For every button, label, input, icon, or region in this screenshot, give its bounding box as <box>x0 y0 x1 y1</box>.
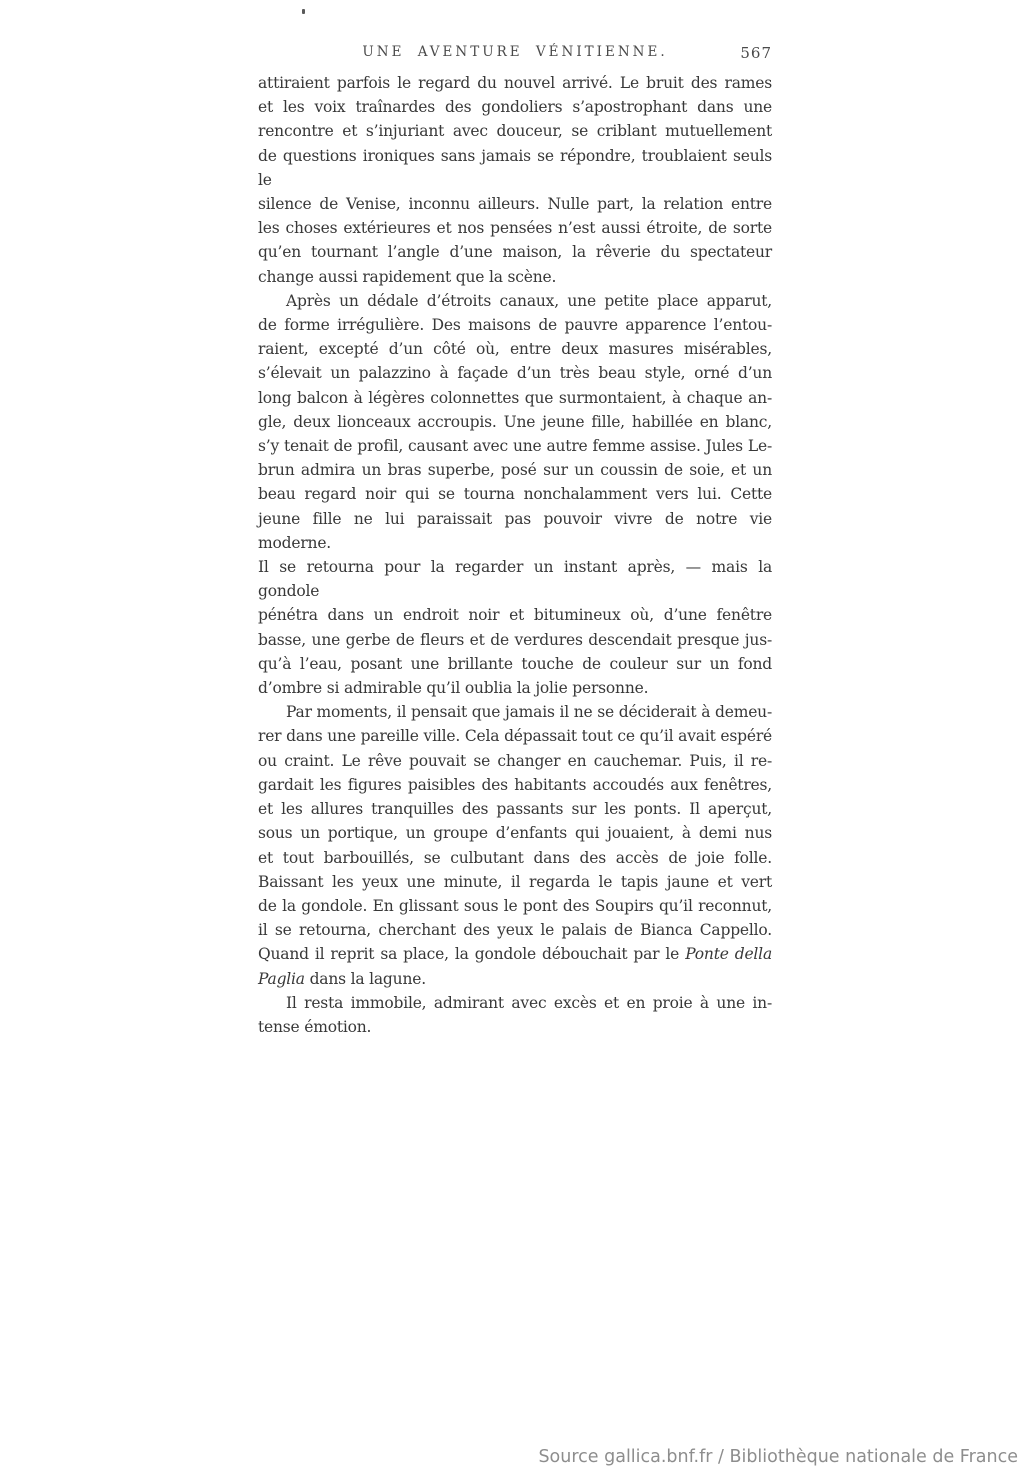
text-line: Par moments, il pensait que jamais il ne se déciderait à demeu- <box>286 703 772 722</box>
text-line: attiraient parfois le regard du nouvel arrivé. Le bruit des rames <box>258 74 772 92</box>
text-line: Baissant les yeux une minute, il regarda le tapis jaune et vert <box>258 872 772 891</box>
text-line: de forme irrégulière. Des maisons de pauvre apparence l’entou- <box>258 316 772 335</box>
text-line: qu’à l’eau, posant une brillante touche de couleur sur un fond <box>258 654 772 673</box>
text-line: sous un portique, un groupe d’enfants qui jouaient, à demi nus <box>258 824 772 843</box>
text-line: les choses extérieures et nos pensées n’est aussi étroite, de sorte <box>258 219 772 238</box>
scan-artifact-dot <box>302 9 305 14</box>
text-line: change aussi rapidement que la scène. <box>258 267 557 286</box>
text-line: long balcon à légères colonnettes que surmontaient, à chaque an- <box>258 388 772 407</box>
text-line: pénétra dans un endroit noir et bitumineux où, d’une fenêtre <box>258 606 772 625</box>
text-line: raient, excepté d’un côté où, entre deux masures misérables, <box>258 340 772 359</box>
text-line: d’ombre si admirable qu’il oublia la jolie personne. <box>258 679 649 698</box>
page-number: 567 <box>740 44 772 62</box>
text-line: gardait les figures paisibles des habitants accoudés aux fenêtres, <box>258 775 772 794</box>
text-line: rencontre et s’injuriant avec douceur, se criblant mutuellement <box>258 122 772 141</box>
page-header <box>258 44 772 64</box>
text-line: silence de Venise, inconnu ailleurs. Nulle part, la relation entre <box>258 195 772 214</box>
text-line: jeune fille ne lui paraissait pas pouvoir vivre de notre vie moderne. <box>258 509 772 552</box>
source-credit: Source gallica.bnf.fr / Bibliothèque nationale de France <box>538 1447 1018 1467</box>
text-line: qu’en tournant l’angle d’une maison, la rêverie du spectateur <box>258 243 772 262</box>
text-line: et les voix traînardes des gondoliers s’apostrophant dans une <box>258 98 772 117</box>
text-line: basse, une gerbe de fleurs et de verdures descendait presque jus- <box>258 630 772 649</box>
page-body <box>258 71 772 1039</box>
text-line: Paglia dans la lagune. <box>258 969 426 988</box>
text-line: beau regard noir qui se tourna nonchalamment vers lui. Cette <box>258 485 772 504</box>
text-line: il se retourna, cherchant des yeux le palais de Bianca Cappello. <box>258 921 772 940</box>
text-line: de la gondole. En glissant sous le pont des Soupirs qu’il reconnut, <box>258 896 772 915</box>
text-line: gle, deux lionceaux accroupis. Une jeune fille, habillée en blanc, <box>258 412 772 431</box>
text-line: tense émotion. <box>258 1017 372 1036</box>
text-line: Après un dédale d’étroits canaux, une petite place apparut, <box>286 291 772 310</box>
text-line: rer dans une pareille ville. Cela dépassait tout ce qu’il avait espéré <box>258 727 772 746</box>
text-line: s’y tenait de profil, causant avec une autre femme assise. Jules Le- <box>258 437 772 456</box>
running-title: UNE AVENTURE VÉNITIENNE. <box>362 44 668 60</box>
text-line: Quand il reprit sa place, la gondole débouchait par le Ponte della <box>258 945 772 964</box>
text-line: de questions ironiques sans jamais se répondre, troublaient seuls le <box>258 146 772 189</box>
text-line: s’élevait un palazzino à façade d’un très beau style, orné d’un <box>258 364 772 383</box>
text-line: et tout barbouillés, se culbutant dans des accès de joie folle. <box>258 848 772 867</box>
text-line: Il resta immobile, admirant avec excès et en proie à une in- <box>286 993 772 1012</box>
text-line: et les allures tranquilles des passants sur les ponts. Il aperçut, <box>258 800 772 819</box>
text-line: brun admira un bras superbe, posé sur un coussin de soie, et un <box>258 461 772 480</box>
text-line: Il se retourna pour la regarder un instant après, — mais la gondole <box>258 558 772 601</box>
text-line: ou craint. Le rêve pouvait se changer en cauchemar. Puis, il re- <box>258 751 772 770</box>
